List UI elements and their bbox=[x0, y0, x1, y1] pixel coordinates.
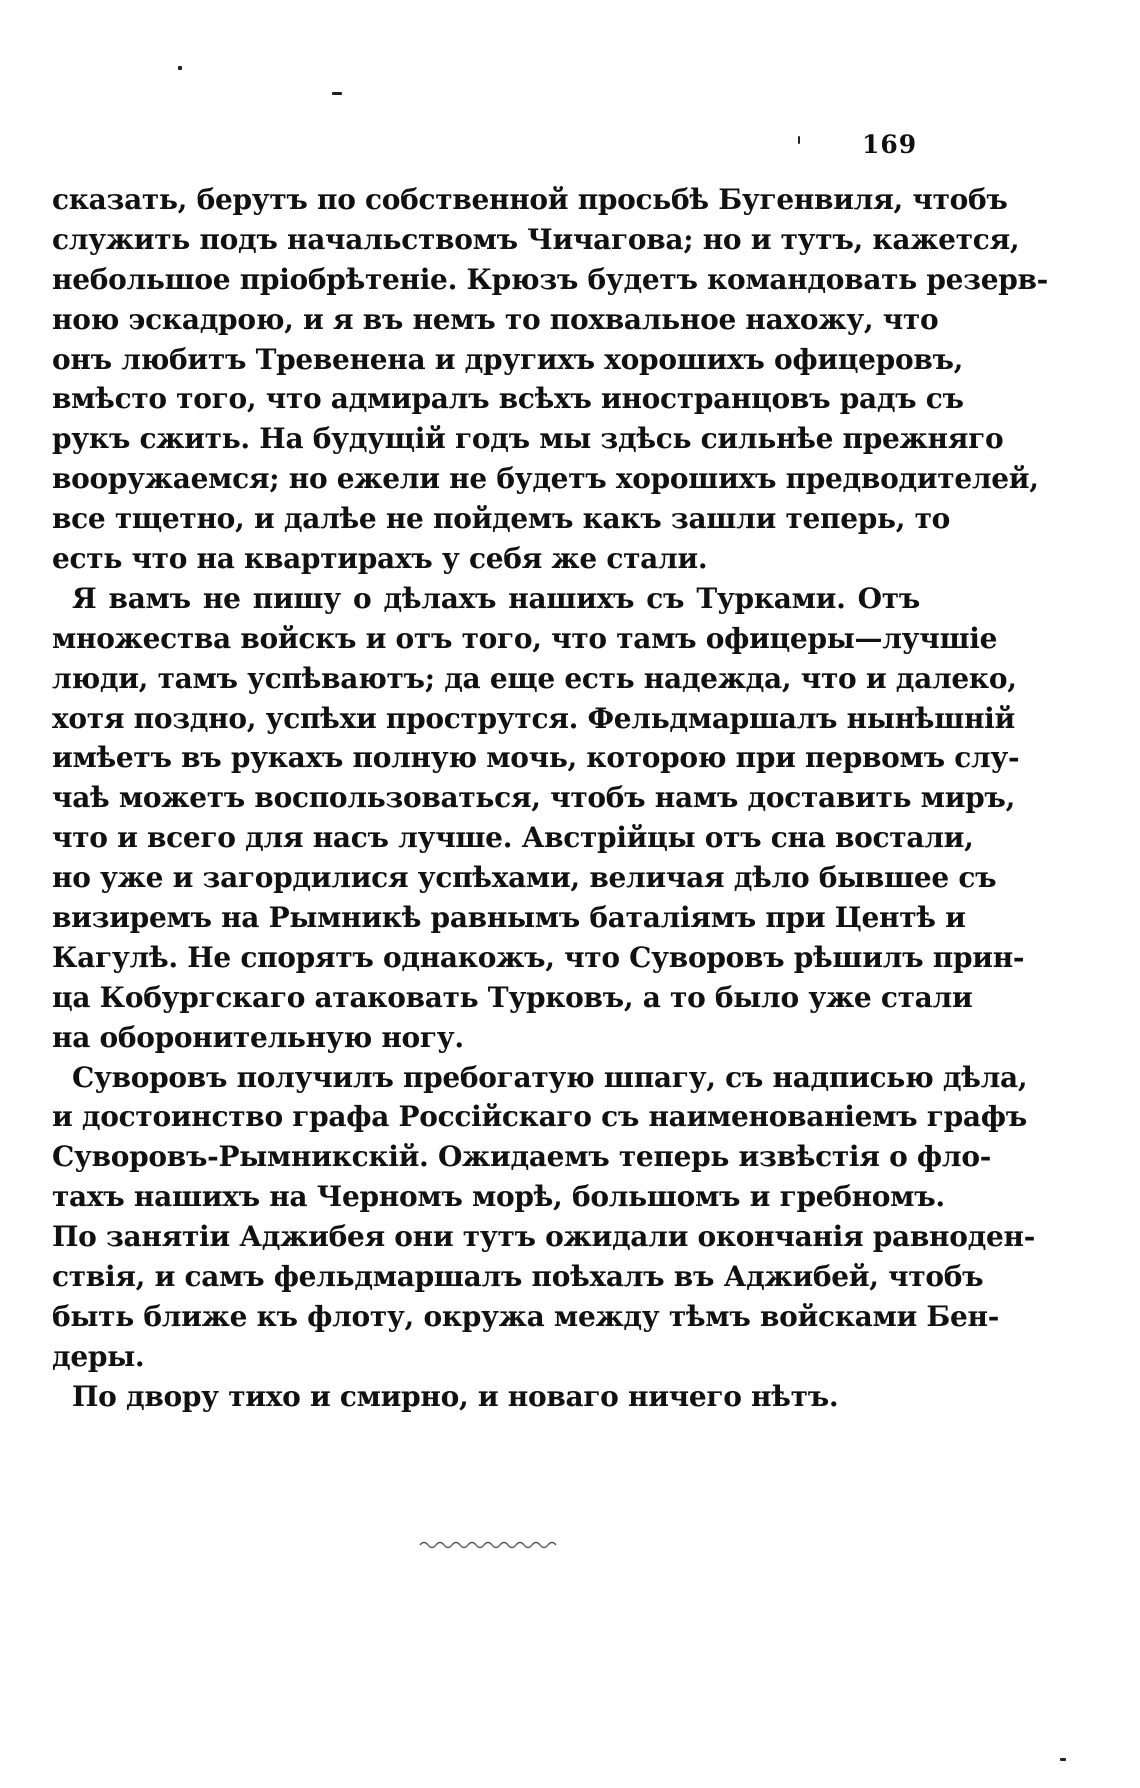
text-line: тахъ нашихъ на Черномъ морѣ, большомъ и гребномъ. bbox=[52, 1180, 945, 1214]
body-text bbox=[52, 180, 1048, 1417]
text-line: Суворовъ-Рымникскій. Ожидаемъ теперь извѣстія о фло- bbox=[52, 1140, 992, 1174]
text-line: рукъ сжить. На будущій годъ мы здѣсь сильнѣе прежняго bbox=[52, 422, 1004, 456]
text-line: вмѣсто того, что адмиралъ всѣхъ иностранцовъ радъ съ bbox=[52, 382, 964, 416]
text-line: ца Кобургскаго атаковать Турковъ, а то было уже стали bbox=[52, 980, 973, 1014]
text-line: По двору тихо и смирно, и новаго ничего нѣтъ. bbox=[72, 1379, 839, 1413]
paragraph bbox=[52, 1058, 1036, 1377]
text-line: вооружаемся; но ежели не будетъ хорошихъ предводителей, bbox=[52, 462, 1039, 496]
text-line: что и всего для насъ лучше. Австрійцы отъ сна востали, bbox=[52, 821, 974, 855]
text-line: и достоинство графа Россійскаго съ наименованіемъ графъ bbox=[52, 1100, 1027, 1134]
scan-speck bbox=[798, 136, 800, 144]
text-line: все тщетно, и далѣе не пойдемъ какъ зашли теперь, то bbox=[52, 502, 951, 536]
paragraph bbox=[52, 1377, 920, 1417]
page-number: 169 bbox=[862, 130, 918, 159]
text-line: множества войскъ и отъ того, что тамъ офицеры—лучшіе bbox=[52, 621, 998, 655]
paragraph bbox=[52, 180, 1048, 579]
scan-speck bbox=[1060, 1758, 1066, 1761]
scan-speck bbox=[178, 66, 182, 70]
text-line: онъ любитъ Тревенена и другихъ хорошихъ офицеровъ, bbox=[52, 342, 964, 376]
text-line: ствія, и самъ фельдмаршалъ поѣхалъ въ Аджибей, чтобъ bbox=[52, 1260, 984, 1294]
text-line: но уже и загордилися успѣхами, величая дѣло бывшее съ bbox=[52, 861, 997, 895]
text-line: служить подъ начальствомъ Чичагова; но и тутъ, кажется, bbox=[52, 222, 1020, 256]
text-line: визиремъ на Рымникѣ равнымъ баталіямъ при Центѣ и bbox=[52, 901, 966, 935]
text-line: По занятіи Аджибея они тутъ ожидали окончанія равноден- bbox=[52, 1220, 1036, 1254]
text-line: сказать, берутъ по собственной просьбѣ Бугенвиля, чтобъ bbox=[52, 183, 1008, 216]
text-line: Я вамъ не пишу о дѣлахъ нашихъ съ Турками. Отъ bbox=[72, 581, 920, 615]
scan-speck bbox=[332, 92, 342, 95]
text-line: Кагулѣ. Не спорятъ однакожъ, что Суворовъ рѣшилъ прин- bbox=[52, 940, 1025, 974]
text-line: имѣетъ въ рукахъ полную мочь, которою при первомъ слу- bbox=[52, 741, 1020, 775]
text-line: ною эскадрою, и я въ немъ то похвальное нахожу, что bbox=[52, 302, 939, 336]
text-line: деры. bbox=[52, 1339, 145, 1373]
decorative-rule bbox=[418, 1538, 558, 1552]
text-line: небольшое пріобрѣтеніе. Крюзъ будетъ командовать резерв- bbox=[52, 262, 1048, 296]
text-line: быть ближе къ флоту, окружа между тѣмъ войсками Бен- bbox=[52, 1299, 1000, 1333]
text-line: хотя поздно, успѣхи прострутся. Фельдмаршалъ нынѣшній bbox=[52, 701, 1015, 735]
text-line: Суворовъ получилъ пребогатую шпагу, съ надписью дѣла, bbox=[72, 1060, 1028, 1094]
text-line: на оборонительную ногу. bbox=[52, 1020, 464, 1054]
text-line: люди, тамъ успѣваютъ; да еще есть надежда, что и далеко, bbox=[52, 661, 1017, 695]
paragraph bbox=[52, 579, 1025, 1058]
text-line: чаѣ можетъ воспользоваться, чтобъ намъ доставить миръ, bbox=[52, 781, 1016, 815]
text-line: есть что на квартирахъ у себя же стали. bbox=[52, 542, 708, 576]
